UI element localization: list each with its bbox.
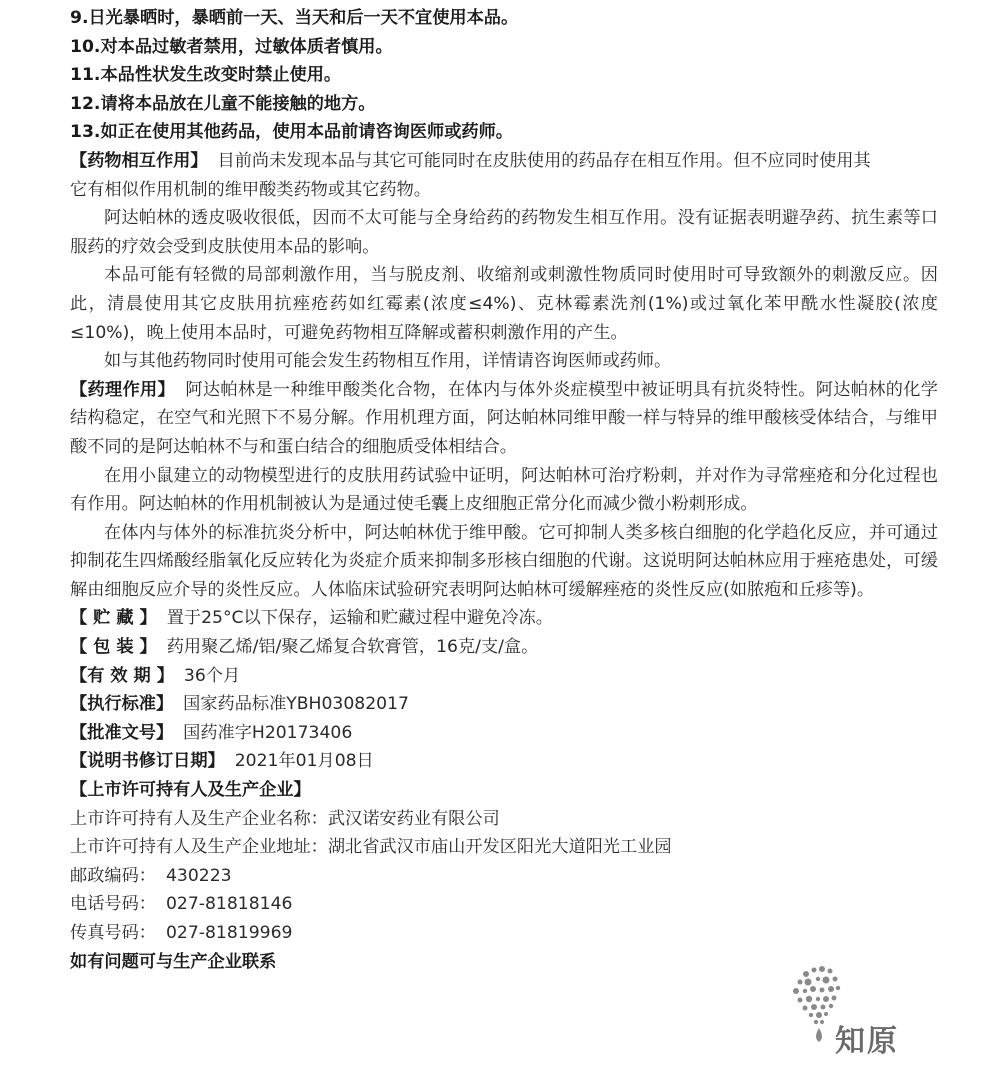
packaging-label: 【 包 装 】: [70, 637, 157, 658]
caution-12: 12.请将本品放在儿童不能接触的地方。: [70, 93, 376, 114]
contact-note: 如有问题可与生产企业联系: [70, 951, 277, 972]
pharmacology-p3: 在体内与体外的标准抗炎分析中，阿达帕林优于维甲酸。它可抑制人类多核白细胞的化学趋化反应，并可通过抑制花生四烯酸经脂氧化反应转化为炎症介质来抑制多形核白细胞的代谢。这说明阿达帕林应用于痤疮患处，可缓解由细胞反应介导的炎性反应。人体临床试验研究表明阿达帕林可缓解痤疮的炎性反应(如脓疱和丘疹等)。: [70, 522, 938, 600]
interactions-p3: 本品可能有轻微的局部刺激作用，当与脱皮剂、收缩剂或刺激性物质同时使用时可导致额外的刺激反应。因此，清晨使用其它皮肤用抗痤疮药如红霉素(浓度≤4%)、克林霉素洗剂(1%)或过氧化苯甲酰水性凝胶(浓度≤10%)，晚上使用本品时，可避免药物相互降解或蓄积刺激作用的产生。: [70, 265, 938, 343]
validity-label: 【有 效 期 】: [70, 665, 174, 686]
pharmacology-p2: 在用小鼠建立的动物模型进行的皮肤用药试验中证明，阿达帕林可治疗粉刺，并对作为寻常痤疮和分化过程也有作用。阿达帕林的作用机制被认为是通过使毛囊上皮细胞正常分化而减少微小粉刺形成。: [70, 465, 938, 515]
postcode-row: [70, 862, 938, 891]
standard-value: 国家药品标准YBH03082017: [183, 694, 409, 715]
caution-10: 10.对本品过敏者禁用，过敏体质者慎用。: [70, 36, 393, 57]
standard-label: 【执行标准】: [70, 694, 174, 715]
brand-logo-text: 知原: [835, 1024, 899, 1059]
revision-row: [70, 747, 938, 776]
validity-row: [70, 662, 938, 691]
manufacturer-name: 上市许可持有人及生产企业名称：武汉诺安药业有限公司: [70, 808, 500, 829]
revision-value: 2021年01月08日: [234, 751, 374, 772]
interactions-label: 【药物相互作用】: [70, 150, 208, 171]
packaging-row: [70, 633, 938, 662]
phone-label: 电话号码：: [70, 894, 156, 915]
approval-row: [70, 719, 938, 748]
fax-row: [70, 919, 938, 948]
interactions-p2: 阿达帕林的透皮吸收很低，因而不太可能与全身给药的药物发生相互作用。没有证据表明避孕药、抗生素等口服药的疗效会受到皮肤使用本品的影响。: [70, 208, 938, 257]
pharmacology-label: 【药理作用】: [70, 379, 176, 400]
caution-9: 9.日光暴晒时，暴晒前一天、当天和后一天不宜使用本品。: [70, 8, 519, 28]
leaflet-text: [70, 4, 938, 976]
manufacturer-address: 上市许可持有人及生产企业地址：湖北省武汉市庙山开发区阳光大道阳光工业园: [70, 837, 672, 858]
fax-label: 传真号码：: [70, 923, 156, 943]
caution-13: 13.如正在使用其他药品，使用本品前请咨询医师或药师。: [70, 122, 513, 143]
postcode-value: 430223: [165, 865, 232, 886]
manufacturer-header: 【上市许可持有人及生产企业】: [70, 780, 311, 801]
approval-value: 国药准字H20173406: [183, 722, 353, 743]
phone-row: [70, 890, 938, 919]
storage-row: [70, 604, 938, 633]
interactions-p4: 如与其他药物同时使用可能会发生药物相互作用，详情请咨询医师或药师。: [104, 351, 672, 372]
storage-label: 【 贮 藏 】: [70, 608, 157, 629]
standard-row: [70, 690, 938, 719]
interactions-line1: [70, 147, 938, 176]
validity-value: 36个月: [183, 665, 241, 686]
pharmacology-p1: [70, 376, 938, 462]
phone-value: 027-81818146: [165, 894, 293, 915]
pharmacology-p1-text: 阿达帕林是一种维甲酸类化合物，在体内与体外炎症模型中被证明具有抗炎特性。阿达帕林的化学结构稳定，在空气和光照下不易分解。作用机理方面，阿达帕林同维甲酸一样与特异的维甲酸核受体结合，与维甲酸不同的是阿达帕林不与和蛋白结合的细胞质受体相结合。: [70, 379, 938, 457]
postcode-label: 邮政编码：: [70, 865, 156, 886]
caution-11: 11.本品性状发生改变时禁止使用。: [70, 65, 342, 86]
packaging-value: 药用聚乙烯/铝/聚乙烯复合软膏管，16克/支/盒。: [166, 637, 539, 658]
interactions-p1-line2: 它有相似作用机制的维甲酸类药物或其它药物。: [70, 179, 431, 200]
fax-value: 027-81819969: [165, 923, 293, 943]
storage-value: 置于25°C以下保存，运输和贮藏过程中避免冷冻。: [166, 608, 553, 629]
approval-label: 【批准文号】: [70, 722, 174, 743]
interactions-p1-line1: 目前尚未发现本品与其它可能同时在皮肤使用的药品存在相互作用。但不应同时使用其: [217, 150, 871, 171]
revision-label: 【说明书修订日期】: [70, 751, 225, 772]
